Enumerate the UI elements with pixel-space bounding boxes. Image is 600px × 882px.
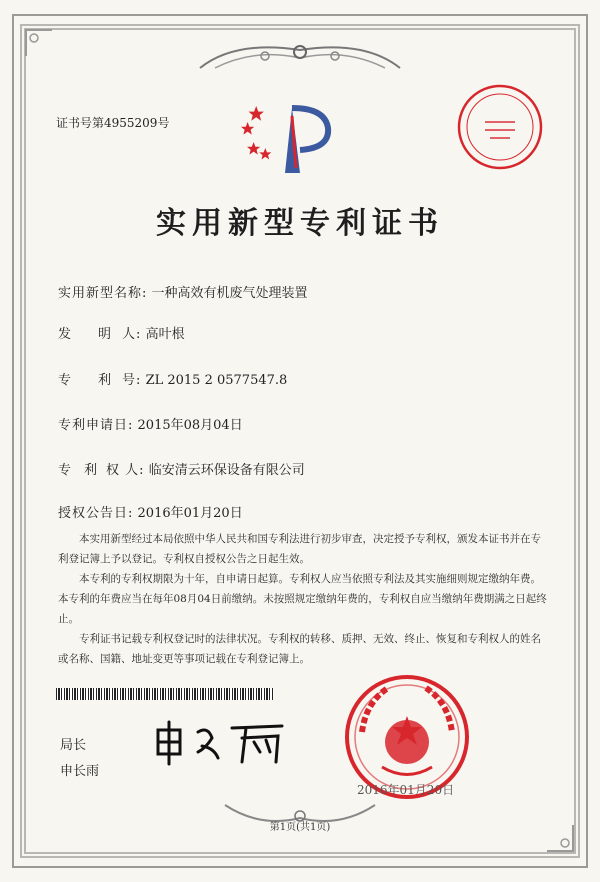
page-number: 第1页(共1页) [269, 822, 331, 833]
field-patent-number [58, 369, 287, 388]
corner-ornament-icon [24, 28, 54, 58]
field-label: 利 [98, 373, 113, 388]
seal-date: 2016年01月20日 [357, 783, 455, 797]
field-label: 权 人: [106, 463, 145, 478]
top-ornament-icon [195, 38, 405, 74]
patent-office-logo-icon [240, 98, 340, 178]
page-title: 实用新型专利证书 [156, 206, 444, 241]
signature-image-icon [150, 718, 290, 768]
director-title: 局长 [60, 738, 87, 753]
field-label: 实用新型名称: [58, 286, 148, 301]
paragraph: 专利证书记载专利权登记时的法律状况。专利权的转移、质押、无效、终止、恢复和专利权人的姓名或名称、国籍、地址变更等事项记载在专利登记簿上。 [58, 633, 541, 665]
stamp-icon [455, 82, 545, 172]
field-grant-date [58, 502, 243, 521]
field-value: 2016年01月20日 [137, 506, 243, 521]
field-utility-model-name [58, 282, 308, 301]
field-value: 高叶根 [145, 327, 185, 342]
paragraph: 本实用新型经过本局依照中华人民共和国专利法进行初步审查，决定授予专利权，颁发本证书并在专利登记簿上予以登记。专利权自授权公告之日起生效。 [58, 533, 541, 565]
field-value: 2015年08月04日 [137, 418, 243, 433]
field-value: 一种高效有机废气处理装置 [151, 286, 308, 301]
field-patentee [58, 459, 305, 478]
field-label: 号: [122, 373, 142, 388]
field-label: 专 [58, 463, 73, 478]
field-inventor [58, 323, 185, 342]
field-value: ZL 2015 2 0577547.8 [145, 373, 288, 388]
field-label: 人: [122, 327, 142, 342]
field-label: 利 [84, 463, 99, 478]
field-value: 临安清云环保设备有限公司 [148, 463, 305, 478]
barcode [56, 688, 274, 700]
field-label: 专利申请日: [58, 418, 134, 433]
field-label: 授权公告日: [58, 506, 134, 521]
certificate-body [58, 529, 550, 669]
paragraph: 本专利的专利权期限为十年，自申请日起算。专利权人应当依照专利法及其实施细则规定缴纳年费。本专利的年费应当在每年08月04日前缴纳。未按照规定缴纳年费的，专利权自应当缴纳年费期满之日起终止。 [58, 573, 547, 625]
field-label: 发 [58, 327, 73, 342]
field-label: 明 [98, 327, 113, 342]
field-application-date [58, 414, 243, 433]
field-label: 专 [58, 373, 73, 388]
certificate-number: 证书号第4955209号 [56, 116, 170, 130]
director-name: 申长雨 [60, 764, 100, 779]
